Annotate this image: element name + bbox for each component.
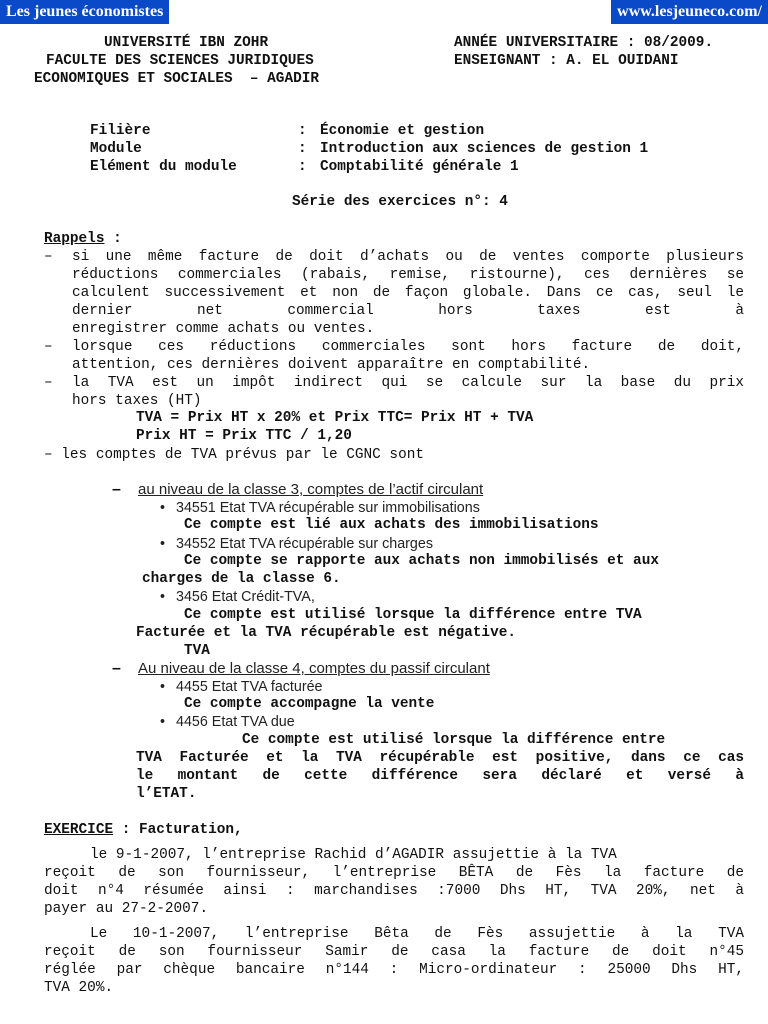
section-dash: – bbox=[112, 481, 121, 498]
course-value: Introduction aux sciences de gestion 1 bbox=[320, 141, 649, 157]
account-4456-note-line3: le montant de cette différence sera déclaré et versé à bbox=[136, 768, 744, 784]
site-url-link[interactable]: www.lesjeuneco.com/ bbox=[611, 0, 768, 24]
para1-line2: reçoit de son fournisseur, l’entreprise BÊTA de Fès la facture de bbox=[44, 865, 744, 881]
account-name: 3456 Etat Crédit-TVA, bbox=[176, 589, 315, 605]
exercice-title: EXERCICE bbox=[44, 822, 114, 838]
bullet-dot: • bbox=[160, 589, 166, 605]
account-name: 34551 Etat TVA récupérable sur immobilisations bbox=[176, 500, 480, 516]
course-label: Filière bbox=[90, 123, 151, 139]
account-34552 bbox=[160, 535, 433, 553]
rappel-item-2-line1: lorsque ces réductions commerciales sont hors facture de doit, bbox=[72, 339, 744, 355]
rappel-item-1-end: enregistrer comme achats ou ventes. bbox=[72, 321, 375, 337]
bullet-dot: • bbox=[160, 714, 166, 730]
account-34552-note-line1: Ce compte se rapporte aux achats non immobilisés et aux bbox=[184, 553, 659, 569]
account-3456-note-line1: Ce compte est utilisé lorsque la différence entre TVA bbox=[184, 607, 642, 623]
account-4455-note: Ce compte accompagne la vente bbox=[184, 696, 435, 712]
para1-line3: doit n°4 résumée ainsi : marchandises :7000 Dhs HT, TVA 20%, net à bbox=[44, 883, 744, 899]
account-4456-note-line2: TVA Facturée et la TVA récupérable est positive, dans ce cas bbox=[136, 750, 744, 766]
account-4455 bbox=[160, 678, 323, 696]
exercice-heading bbox=[44, 821, 243, 839]
para2-line3: réglée par chèque bancaire n°144 : Micro-ordinateur : 25000 Dhs HT, bbox=[44, 962, 744, 978]
rappels-colon: : bbox=[104, 231, 122, 247]
course-value: Économie et gestion bbox=[320, 123, 485, 139]
course-value: Comptabilité générale 1 bbox=[320, 159, 519, 175]
rappel-item-3-line1: la TVA est un impôt indirect qui se calcule sur la base du prix bbox=[72, 375, 744, 391]
bullet-dot: • bbox=[160, 500, 166, 516]
course-label: Elément du module bbox=[90, 159, 237, 175]
account-34551 bbox=[160, 499, 480, 517]
bullet-dash: – bbox=[44, 249, 53, 265]
rappels-heading bbox=[44, 230, 122, 248]
para2-line1: Le 10-1-2007, l’entreprise Bêta de Fès assujettie à la TVA bbox=[90, 926, 744, 942]
academic-year: ANNÉE UNIVERSITAIRE : 08/2009. bbox=[454, 35, 714, 51]
para1-line4: payer au 27-2-2007. bbox=[44, 901, 209, 917]
para2-line2: reçoit de son fournisseur Samir de casa la facture de doit n°45 bbox=[44, 944, 744, 960]
account-name: 4456 Etat TVA due bbox=[176, 714, 295, 730]
account-name: 4455 Etat TVA facturée bbox=[176, 679, 323, 695]
account-34551-note: Ce compte est lié aux achats des immobilisations bbox=[184, 517, 599, 533]
para1-line1: le 9-1-2007, l’entreprise Rachid d’AGADIR assujettie à la TVA bbox=[90, 847, 617, 863]
colon: : bbox=[298, 141, 307, 157]
account-4456 bbox=[160, 713, 295, 731]
account-3456-note-line2: Facturée et la TVA récupérable est négative. bbox=[136, 625, 516, 641]
section-dash: – bbox=[112, 660, 121, 677]
account-3456-note-line3: TVA bbox=[184, 643, 210, 659]
faculty-line-2: ECONOMIQUES ET SOCIALES – AGADIR bbox=[34, 71, 319, 87]
bullet-dash: – bbox=[44, 375, 53, 391]
colon: : bbox=[298, 159, 307, 175]
account-name: 34552 Etat TVA récupérable sur charges bbox=[176, 536, 433, 552]
exercice-subtitle: : Facturation, bbox=[113, 822, 243, 838]
site-name-link[interactable]: Les jeunes économistes bbox=[0, 0, 169, 24]
account-3456 bbox=[160, 588, 315, 606]
rappel-item-3-line2: hors taxes (HT) bbox=[72, 393, 202, 409]
course-label: Module bbox=[90, 141, 142, 157]
bullet-dash: – bbox=[44, 339, 53, 355]
account-4456-note-line1: Ce compte est utilisé lorsque la différence entre bbox=[242, 732, 666, 748]
bullet-dot: • bbox=[160, 536, 166, 552]
faculty-line-1: FACULTE DES SCIENCES JURIDIQUES bbox=[46, 53, 314, 69]
series-title: Série des exercices n°: 4 bbox=[292, 194, 508, 210]
rappel-item-1: si une même facture de doit d’achats ou de ventes comporte plusieurs réductions commerciales (rabais, remise, ristourne), ces dernières se calculent successivement et non de façon globale. Dans ce cas, seul le dernier net commercial hors taxes est à bbox=[72, 249, 744, 319]
formula-1: TVA = Prix HT x 20% et Prix TTC= Prix HT + TVA bbox=[136, 410, 534, 426]
rappel-item-2-line2: attention, ces dernières doivent apparaître en comptabilité. bbox=[72, 357, 591, 373]
teacher-name: ENSEIGNANT : A. EL OUIDANI bbox=[454, 53, 679, 69]
university-name: UNIVERSITÉ IBN ZOHR bbox=[104, 35, 269, 51]
para2-line4: TVA 20%. bbox=[44, 980, 114, 996]
cgnc-intro: – les comptes de TVA prévus par le CGNC sont bbox=[44, 447, 424, 463]
classe4-heading: Au niveau de la classe 4, comptes du passif circulant bbox=[138, 660, 490, 677]
account-4456-note-line4: l’ETAT. bbox=[136, 786, 197, 802]
rappels-title: Rappels bbox=[44, 231, 105, 247]
bullet-dot: • bbox=[160, 679, 166, 695]
account-34552-note-line2: charges de la classe 6. bbox=[142, 571, 341, 587]
formula-2: Prix HT = Prix TTC / 1,20 bbox=[136, 428, 352, 444]
classe3-heading: au niveau de la classe 3, comptes de l’actif circulant bbox=[138, 481, 484, 498]
colon: : bbox=[298, 123, 307, 139]
